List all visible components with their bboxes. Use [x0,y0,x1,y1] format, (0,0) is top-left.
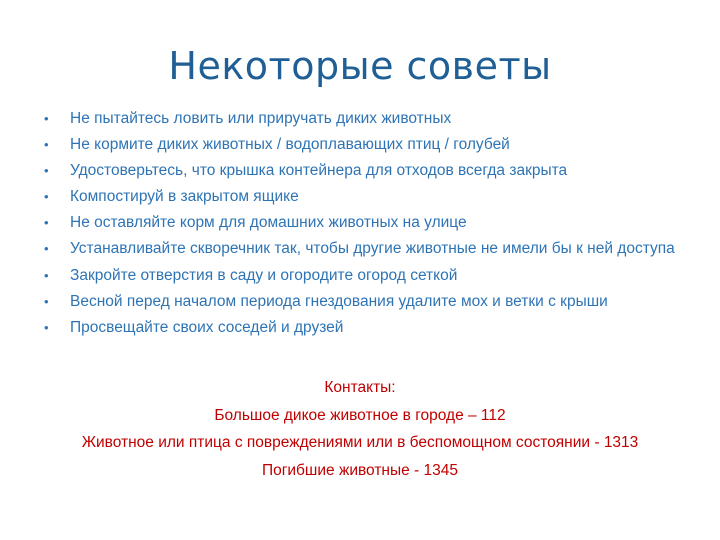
contact-line-injured-animal: Животное или птица с повреждениями или в беспомощном состоянии - 1313 [81,434,639,451]
bullet-icon: • [44,293,49,309]
list-item [0,315,720,341]
tip-text: Удостоверьтесь, что крышка контейнера для отходов всегда закрыта [70,162,568,179]
list-item [0,236,720,263]
bullet-icon: • [44,111,49,126]
list-item [0,289,720,315]
list-item [0,184,720,210]
contact-line-big-animal: Большое дикое животное в городе – 112 [214,406,506,424]
bullet-icon: • [44,215,49,230]
contacts-block [0,374,720,484]
bullet-icon: • [44,137,49,152]
tip-text: Не кормите диких животных / водоплавающих птиц / голубей [70,136,510,153]
bullet-icon: • [44,241,49,256]
contacts-heading: Контакты: [324,379,396,396]
contact-line-dead-animals: Погибшие животные - 1345 [261,461,458,479]
bullet-icon: • [44,189,49,204]
tip-text: Не пытайтесь ловить или приручать диких животных [70,110,452,127]
bullet-icon: • [44,319,49,335]
tip-text: Компостируй в закрытом ящике [70,188,299,205]
list-item [0,106,720,132]
list-item [0,210,720,236]
tip-text: Устанавливайте скворечник так, чтобы другие животные не имели бы к ней доступа [70,240,675,257]
tips-list [0,106,720,341]
list-item [0,263,720,289]
list-item [0,132,720,158]
tip-text: Весной перед началом периода гнездования удалите мох и ветки с крыши [70,292,608,310]
tip-text: Не оставляйте корм для домашних животных на улице [70,214,467,231]
bullet-icon: • [44,267,49,283]
bullet-icon: • [44,163,49,178]
tip-text: Закройте отверстия в саду и огородите огород сеткой [70,266,458,284]
slide-title: Некоторые советы [168,44,552,88]
list-item [0,158,720,184]
tip-text: Просвещайте своих соседей и друзей [70,318,344,336]
